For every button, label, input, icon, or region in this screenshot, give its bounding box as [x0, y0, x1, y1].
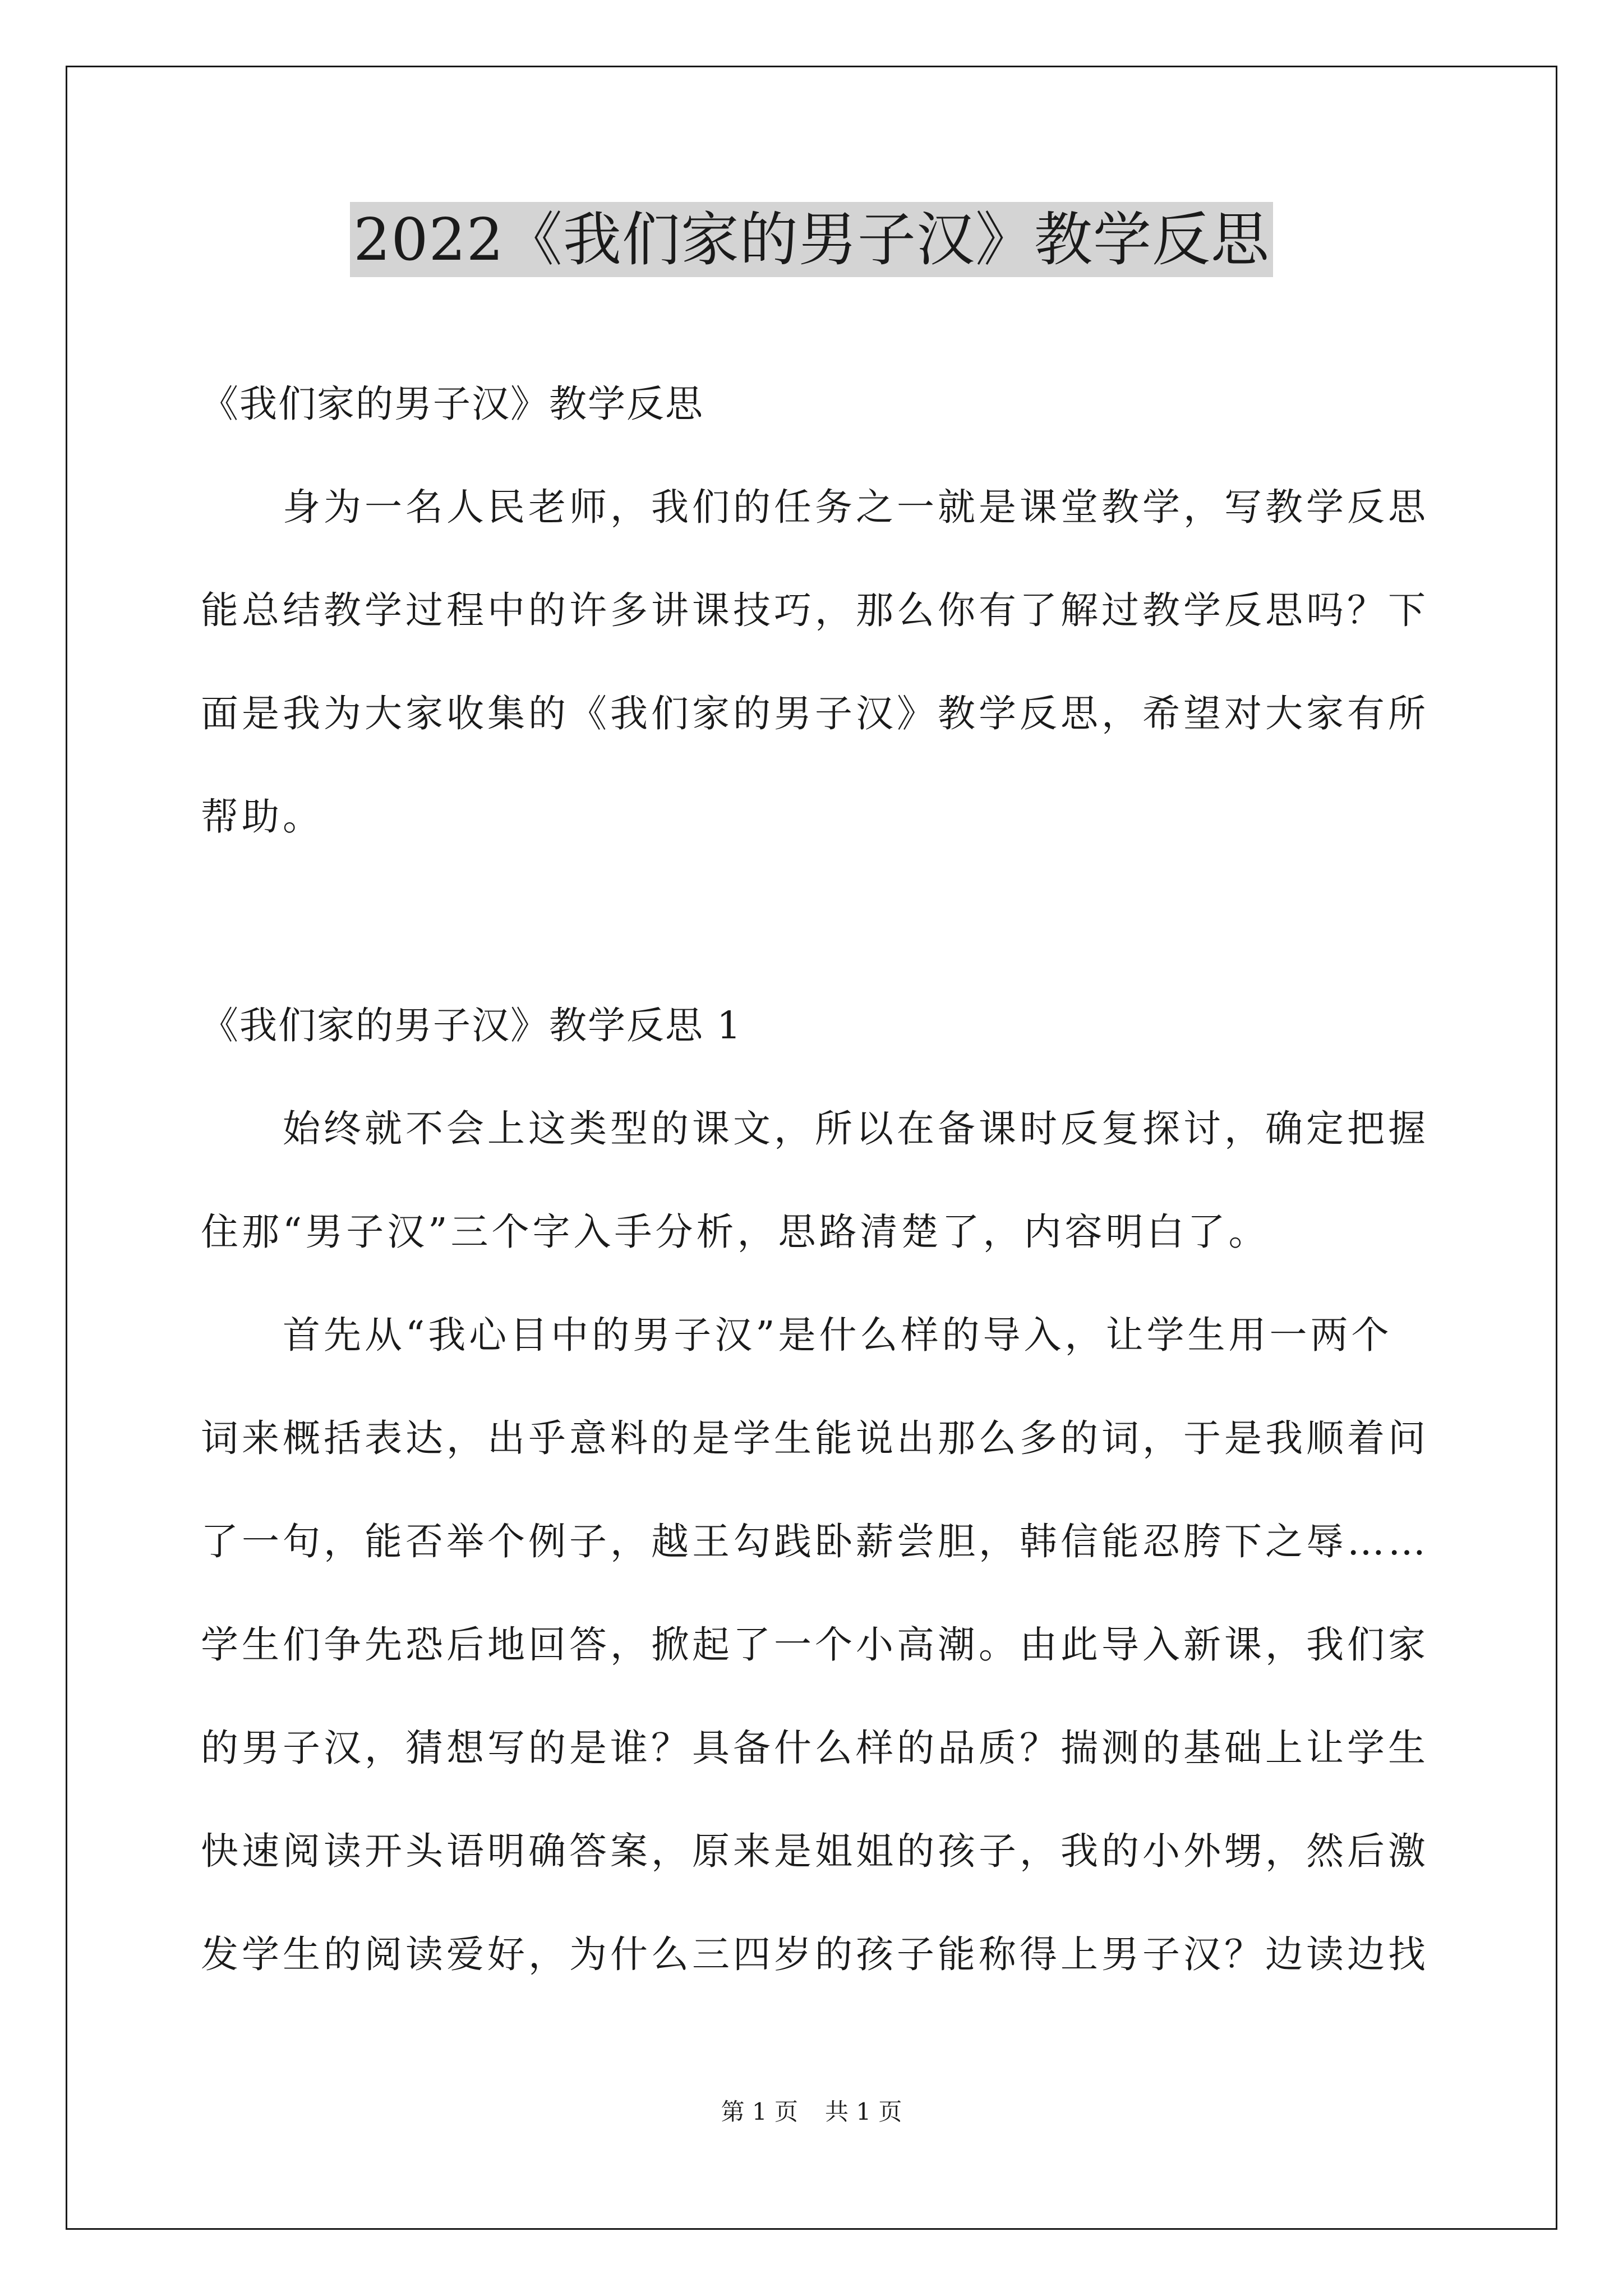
- intro-heading: 《我们家的男子汉》教学反思: [201, 382, 704, 426]
- section1-line: 学生们争先恐后地回答，掀起了一个小高潮。由此导入新课，我们家: [201, 1623, 1429, 1667]
- document-body: [201, 352, 1429, 2006]
- section1-line: 了一句，能否举个例子，越王勾践卧薪尝胆，韩信能忍胯下之辱……: [201, 1520, 1429, 1563]
- section1-line: 快速阅读开头语明确答案，原来是姐姐的孩子，我的小外甥，然后激: [201, 1829, 1429, 1873]
- page-footer: [0, 2095, 1623, 2129]
- section1-line: 始终就不会上这类型的课文，所以在备课时反复探讨，确定把握: [201, 1107, 1429, 1151]
- section1-line: 首先从“我心目中的男子汉”是什么样的导入，让学生用一两个: [201, 1313, 1393, 1357]
- section-gap: [201, 868, 1429, 974]
- intro-line: 帮助。: [201, 795, 324, 839]
- title-area: [0, 202, 1623, 277]
- section1-heading: 《我们家的男子汉》教学反思 1: [201, 1004, 742, 1047]
- page-total: 共 1 页: [825, 2098, 902, 2125]
- intro-line: 身为一名人民老师，我们的任务之一就是课堂教学，写教学反思: [201, 485, 1429, 529]
- page-number: 第 1 页: [721, 2098, 798, 2125]
- document-title: 2022《我们家的男子汉》教学反思: [350, 202, 1273, 277]
- section1-line: 的男子汉，猜想写的是谁？具备什么样的品质？揣测的基础上让学生: [201, 1726, 1429, 1770]
- intro-line: 能总结教学过程中的许多讲课技巧，那么你有了解过教学反思吗？下: [201, 588, 1429, 632]
- section1-line: 词来概括表达，出乎意料的是学生能说出那么多的词，于是我顺着问: [201, 1416, 1429, 1460]
- intro-line: 面是我为大家收集的《我们家的男子汉》教学反思，希望对大家有所: [201, 692, 1429, 735]
- section1-line: 发学生的阅读爱好，为什么三四岁的孩子能称得上男子汉？边读边找: [201, 1932, 1429, 1976]
- section1-line: 住那“男子汉”三个字入手分析，思路清楚了，内容明白了。: [201, 1210, 1270, 1254]
